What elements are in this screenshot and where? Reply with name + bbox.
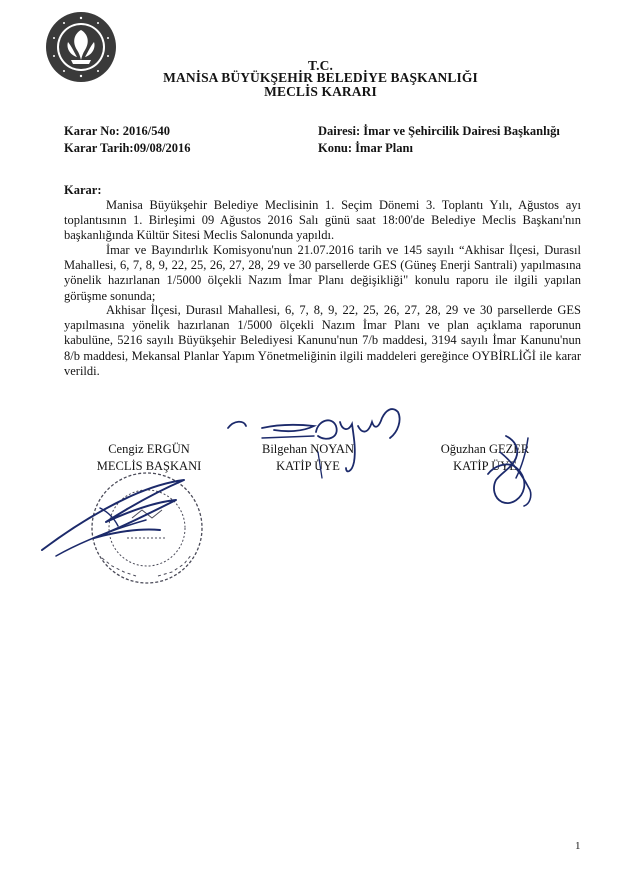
header-doc-type: MECLİS KARARI (264, 84, 377, 99)
page-number: 1 (575, 840, 581, 852)
signatory-title: MECLİS BAŞKANI (96, 459, 202, 473)
decision-paragraph-3 (64, 303, 581, 379)
paragraph-text: Manisa Büyükşehir Belediye Meclisinin 1. Seçim Dönemi 3. Toplantı Yılı, Ağustos ayı toplantısının 1. Birleşimi 09 Ağustos 2016 Salı günü saat 18:00'de Belediye Meclis Başkanı'nın başkanlığında Kültür Sitesi Meclis Salonunda yapıldı. (64, 198, 581, 243)
paragraph-text: İmar ve Bayındırlık Komisyonu'nun 21.07.2016 tarih ve 145 sayılı “Akhisar İlçesi, Durasıl Mahallesi, 6, 7, 8, 9, 22, 25, 26, 27, 28, 29 ve 30 parsellerde GES (Güneş Enerji Santrali) yapılmasına yönelik hazırlanan 1/5000 ölçekli Nazım İmar Planı değişikliği" konulu raporu ile ilgili yapılan görüşme sonunda; (64, 243, 581, 303)
decision-paragraph-1 (64, 198, 581, 244)
konu: Konu: İmar Planı (318, 141, 413, 155)
karar-tarih: Karar Tarih:09/08/2016 (64, 141, 191, 155)
decision-label: Karar: (64, 183, 102, 197)
dairesi: Dairesi: İmar ve Şehircilik Dairesi Başkanlığı (318, 124, 560, 138)
clerk-2-signature (470, 432, 550, 522)
signatory-name: Cengiz ERGÜN (108, 442, 190, 456)
header-country: T.C. (308, 58, 333, 73)
signatory-title: KATİP ÜYE (276, 459, 340, 473)
signatory-title: KATİP ÜYE (453, 459, 517, 473)
signatory-name: Oğuzhan GEZER (440, 442, 530, 456)
karar-no: Karar No: 2016/540 (64, 124, 171, 138)
signatory-name: Bilgehan NOYAN (261, 442, 354, 456)
clerk-1-signature (222, 398, 412, 488)
decision-paragraph-2 (64, 243, 581, 304)
paragraph-text: Akhisar İlçesi, Durasıl Mahallesi, 6, 7, 8, 9, 22, 25, 26, 27, 28, 29 ve 30 parsellerde GES yapılmasına yönelik hazırlanan 1/5000 ölçekli Nazım İmar Planı ve plan açıklama raporunun kabulüne, 5216 sayılı Büyükşehir Belediyesi Kanunu'nun 7/b maddesi, 3194 sayılı İmar Kanunu'nun 8/b maddesi, Mekansal Planlar Yapım Yönetmeliğinin ilgili maddeleri gereğince OYBİRLİĞİ ile karar verildi. (64, 303, 581, 378)
chairman-signature (36, 472, 206, 562)
header-institution: MANİSA BÜYÜKŞEHİR BELEDİYE BAŞKANLIĞI (163, 70, 478, 85)
